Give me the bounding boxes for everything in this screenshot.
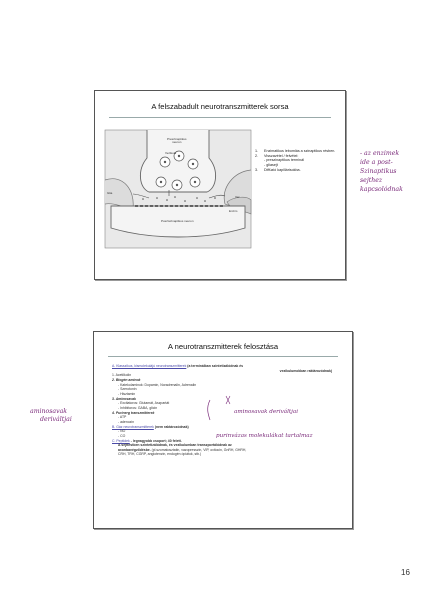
list-item: - preszinaptikus terminál <box>264 158 304 163</box>
section-c-heading: C. Peptidek - legnagyobb csoport; 40 felett. <box>112 438 182 443</box>
handwritten-note-enzymes: - az enzimek ide a post- Szinaptikus sejthez kapcsolódnak <box>360 150 403 193</box>
handwritten-note-purine: purinvázas molekulákat tartalmaz <box>216 433 313 439</box>
list-item: - Katekolaminok: Dopamin, Noradrenalin, Adrenalin <box>118 382 197 387</box>
list-item: - NO <box>118 429 126 434</box>
list-item: - gliasejt <box>264 163 278 168</box>
list-item: - Szerotonin <box>118 387 137 392</box>
list-item: - Inhibitoros: GABA, glicin <box>118 405 158 410</box>
handwritten-note-amino: aminosavak deriváltjai <box>234 409 299 415</box>
peptide-text: A sejttestben szintetizálódnak, és vezikulumban transzportálódnak az <box>118 443 232 448</box>
list-item: 4. Purinerg transzmitterek <box>112 410 155 415</box>
synapse-drawing <box>105 130 251 248</box>
list-item: - Excitatoros: Glutamát, Aszpartát <box>118 401 170 406</box>
fate-steps-list <box>255 149 339 173</box>
enzyme-label: Enzim <box>229 209 238 213</box>
presynaptic-label: Preszinaptikus neuron <box>167 137 187 145</box>
glia-label: Glia <box>107 191 113 195</box>
list-item: 1. Acetilkolin <box>112 373 132 378</box>
list-item: 2. Visszavétel / felvétel: <box>255 153 299 158</box>
list-item: 3. Aminosavak <box>112 396 136 401</box>
section-b-heading: B. Gáz neurotranszmitterek (nem raktározódnak) <box>112 424 189 429</box>
blood-label: Vér <box>235 195 240 199</box>
slide-fate-of-neurotransmitters <box>94 90 346 280</box>
title-divider <box>108 356 338 357</box>
title-divider <box>109 117 331 118</box>
list-item: - ATP <box>118 415 127 420</box>
list-item: 1. Enzimatikus lebomlás a szinaptikus résben. <box>255 149 336 153</box>
list-item: 3. Diffúzió kapillárisokba. <box>255 167 301 172</box>
vesicle-label: Vezikula <box>165 151 177 155</box>
slide-classification <box>93 331 353 529</box>
section-a-heading: A. Klasszikus, kismolekulájú neurotranszmitterek (a terminálban szintetizálódnak és <box>112 364 244 368</box>
list-item: 2. Biogén aminok <box>112 377 141 382</box>
list-item: - adenozin <box>118 419 135 424</box>
list-item: - Hisztamin <box>118 391 136 396</box>
postsynaptic-label: Posztszinaptikus neuron <box>161 219 194 223</box>
section-a-note: vezikulumokban raktározódnak) <box>279 368 332 373</box>
slide-title: A felszabadult neurotranszmitterek sorsa <box>151 102 289 111</box>
page-number: 16 <box>401 568 410 577</box>
peptide-text: axonbavégződésbe. (pl.szomatosztatin, vazopresszin, VIP, oxitocin, GnRH, GHRH, <box>118 447 247 452</box>
list-item: - CO <box>118 433 126 438</box>
synapse-diagram <box>105 130 251 248</box>
slide-title: A neurotranszmitterek felosztása <box>167 342 279 351</box>
peptide-text: CRH, TRH, CGRP, angiotenzin, endogén ópiátok, stb.) <box>118 452 202 457</box>
handwritten-note-left: aminosavak deriváltjai <box>30 408 72 424</box>
